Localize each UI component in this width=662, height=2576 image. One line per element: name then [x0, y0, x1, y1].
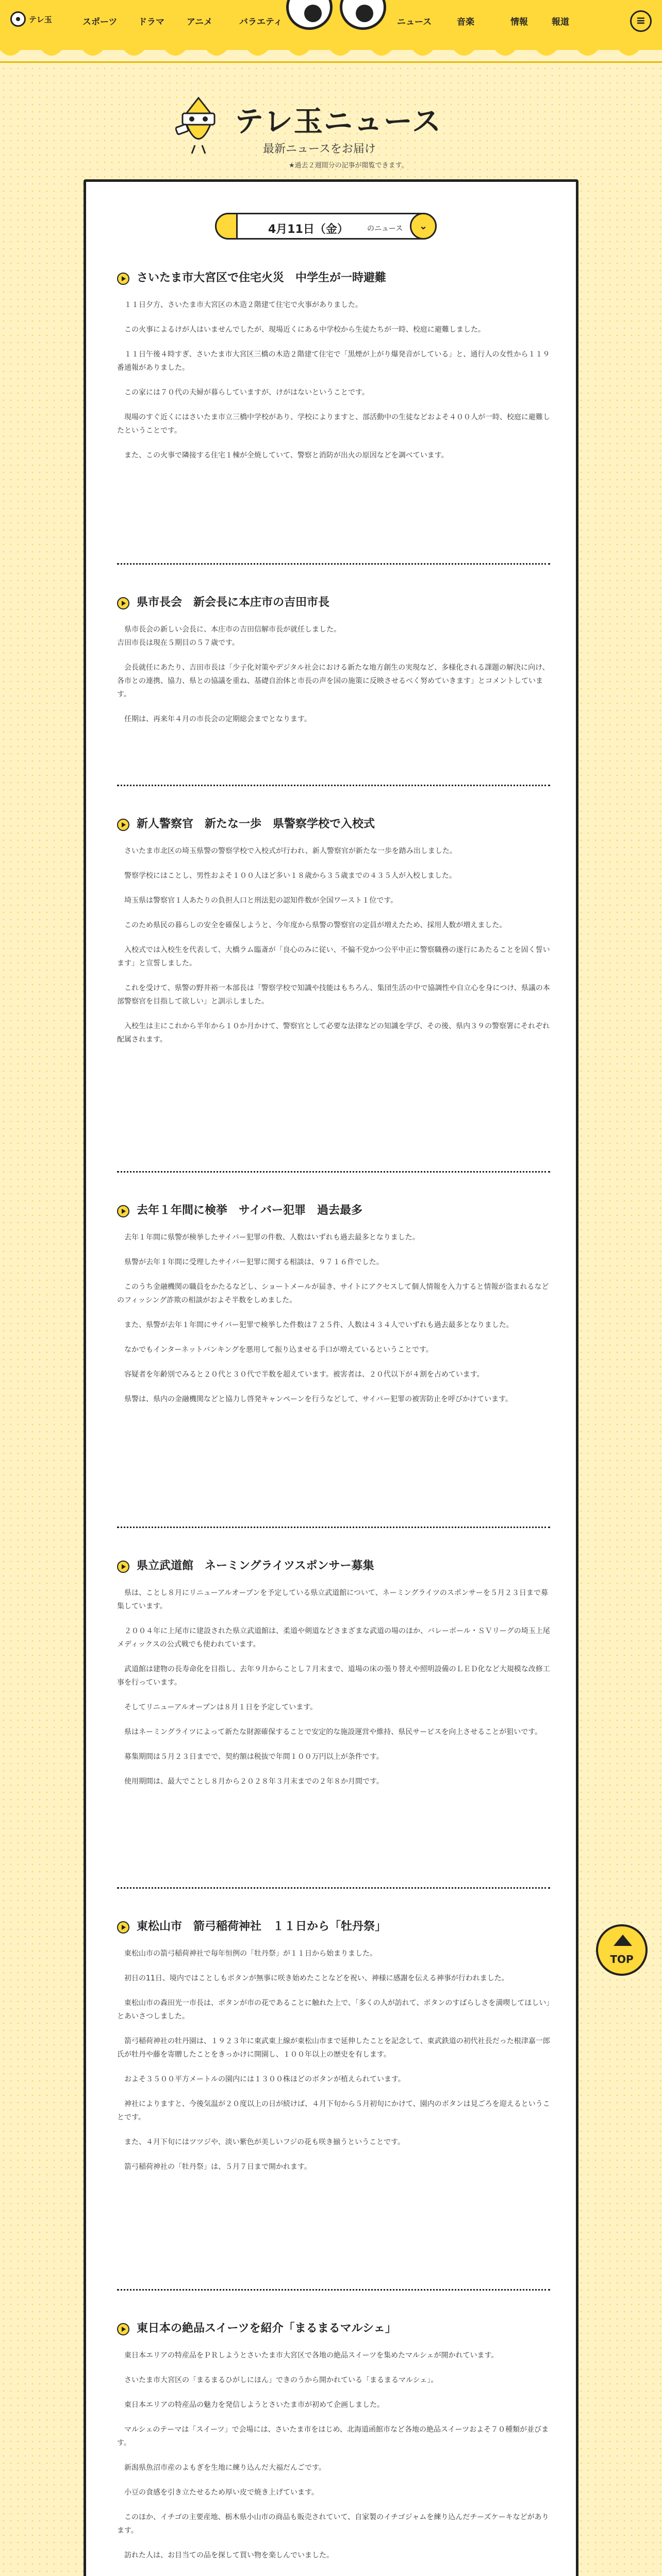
article-paragraph: 任期は、再来年４月の市長会の定期総会までとなります。 — [124, 715, 311, 723]
article-paragraph: 警察学校にはことし、男性およそ１００人ほど多い１８歳から３５歳までの４３５人が入校しました。 — [124, 872, 456, 880]
article-paragraph: 県はネーミングライツによって新たな財源確保することで安定的な施設運営や維持、県民サービスを向上させることが狙いです。 — [124, 1728, 542, 1736]
date-suffix: のニュース — [367, 225, 403, 233]
article-sweets-marche — [117, 2320, 550, 2576]
article-paragraph: また、４月下旬にはツツジや、淡い紫色が美しいフジの花も咲き揃うということです。 — [124, 2138, 405, 2146]
article-paragraph: このうち金融機関の職員をかたるなどし、ショートメールが届き、サイトにアクセスして個人情報を入力すると情報が盗まれるなどのフィッシング詐欺の相談がおよそ半数をしめました。 — [117, 1283, 549, 1304]
page-subtitle: 最新ニュースをお届け — [263, 143, 376, 156]
article-paragraph: 東日本エリアの特産品の魅力を発信しようとさいたま市が初めて企画しました。 — [124, 2401, 384, 2409]
article-paragraph: 東松山市の箭弓稲荷神社で毎年恒例の「牡丹祭」が１１日から始まりました。 — [124, 1950, 377, 1958]
nav-report[interactable]: 報道 — [552, 17, 569, 27]
article-paragraph: なかでもインターネットバンキングを悪用して振り込ませる手口が増えているということです。 — [124, 1346, 433, 1354]
article-cybercrime — [117, 1202, 550, 1406]
news-card — [84, 179, 578, 2576]
article-title: 県市長会 新会長に本庄市の吉田市長 — [117, 594, 550, 612]
page-title: テレ玉ニュース — [235, 105, 442, 139]
article-paragraph: また、県警が去年１年間にサイバー犯罪で検挙した件数は７２５件、人数は４３４人でいずれも過去最多となりました。 — [124, 1321, 514, 1329]
article-paragraph: 現場のすぐ近くにはさいたま市立三橋中学校があり、学校によりますと、部活動中の生徒などおよそ４００人が一時、校庭に避難したということです。 — [117, 413, 550, 435]
nav-info[interactable]: 情報 — [510, 17, 528, 27]
article-paragraph: さいたま市大宮区の「まるまるひがしにほん」できのうから開かれている「まるまるマルシェ」。 — [124, 2376, 438, 2384]
article-paragraph: このほか、イチゴの主要産地、栃木県小山市の商品も販売されていて、自家製のイチゴジャムを練り込んだチーズケーキなどがあります。 — [117, 2513, 549, 2535]
article-paragraph: さいたま市北区の埼玉県警の警察学校で入校式が行われ、新人警察官が新たな一歩を踏み出しました。 — [124, 847, 457, 855]
article-paragraph: 入校生は主にこれから半年から１０か月かけて、警察官として必要な法律などの知識を学び、その後、県内３９の警察署にそれぞれ配属されます。 — [117, 1022, 550, 1044]
article-budokan — [117, 1557, 550, 1788]
arrow-up-icon — [614, 1935, 632, 1946]
article-paragraph: また、この火事で隣接する住宅１棟が全焼していて、警察と消防が出火の原因などを調べています。 — [124, 451, 449, 460]
article-paragraph: 埼玉県は警察官１人あたりの負担人口と刑法犯の認知件数が全国ワースト１位です。 — [124, 896, 398, 905]
menu-icon[interactable]: ≡ — [630, 10, 652, 32]
logo-text: テレ玉 — [29, 14, 52, 24]
article-paragraph: 東松山市の森田光一市長は、ボタンが市の花であることに触れた上で、「多くの人が訪れて、ボタンのすばらしさを満喫してほしい」とあいさつしました。 — [117, 1999, 550, 2021]
article-paragraph: 使用期間は、最大でことし８月から２０２８年３月末までの２年８か月間です。 — [124, 1777, 384, 1786]
article-paragraph: 県警が去年１年間に受理したサイバー犯罪に関する相談は、９７１６件でした。 — [124, 1258, 384, 1266]
nav-anime[interactable]: アニメ — [187, 17, 213, 27]
chevron-down-icon[interactable]: ⌄ — [410, 213, 437, 240]
nav-news[interactable]: ニュース — [397, 17, 432, 27]
article-paragraph: 武道館は建物の長寿命化を目指し、去年９月からことし７月末まで、道場の床の張り替えや照明設備のＬＥＤ化など大規模な改修工事を行っています。 — [117, 1665, 550, 1687]
article-paragraph: 去年１年間に県警が検挙したサイバー犯罪の件数、人数はいずれも過去最多となりました。 — [124, 1233, 420, 1242]
bullet-arrow-icon — [117, 1205, 129, 1217]
bullet-arrow-icon — [117, 819, 129, 831]
mascot-character-icon — [175, 94, 222, 156]
article-divider — [117, 1171, 550, 1173]
back-to-top-label: TOP — [610, 1953, 634, 1965]
article-paragraph: 県市長会の新しい会長に、本庄市の吉田信解市長が就任しました。 吉田市長は現在５期目の５７歳です。 — [117, 625, 341, 647]
article-paragraph: このため県民の暮らしの安全を確保しようと、今年度から県警の警察官の定員が増えたため、採用人数が増えました。 — [124, 921, 507, 929]
article-title: 新人警察官 新たな一歩 県警察学校で入校式 — [117, 816, 550, 833]
header-wave-decoration — [0, 50, 662, 61]
article-paragraph: これを受けて、県警の野井裕一本部長は「警察学校で知識や技能はもちろん、集団生活の中で協調性や自立心を身につけ、県議の本部警察官を目指して欲しい」と訓示しました。 — [117, 984, 550, 1006]
site-logo[interactable] — [10, 11, 52, 27]
article-paragraph: 訪れた人は、お目当ての品を探して買い物を楽しんでいました。 — [124, 2551, 334, 2560]
article-paragraph: 入校式では入校生を代表して、大橋ラム臨斎が「良心のみに従い、不偏不党かつ公平中正に警察職務の遂行にあたることを固く誓います」と宣誓しました。 — [117, 946, 550, 968]
article-paragraph: 初日の11日、境内ではことしもボタンが無事に咲き始めたことなどを祝い、神様に感謝を伝える神事が行われました。 — [124, 1974, 509, 1982]
article-fire — [117, 269, 550, 462]
article-paragraph: ２００４年に上尾市に建設された県立武道館は、柔道や剣道などさまざまな武道の場のほか、バレーボール・ＳＶリーグの埼玉上尾メディックスの公式戦でも使われています。 — [117, 1627, 550, 1649]
article-title: 東日本の絶品スイーツを紹介「まるまるマルシェ」 — [117, 2320, 550, 2337]
article-paragraph: １１日午後４時すぎ、さいたま市大宮区三橋の木造２階建て住宅で「黒煙が上がり爆発音がしている」と、通行人の女性から１１９番通報がありました。 — [117, 350, 550, 372]
article-paragraph: この家には７０代の夫婦が暮らしていますが、けがはないということです。 — [124, 388, 369, 397]
date-selector[interactable] — [215, 213, 437, 240]
article-paragraph: 箭弓稲荷神社の「牡丹祭」は、５月７日まで開かれます。 — [124, 2163, 311, 2171]
article-title: 県立武道館 ネーミングライツスポンサー募集 — [117, 1557, 550, 1575]
date-label: 4月11日（金） — [268, 223, 349, 236]
bullet-arrow-icon — [117, 273, 129, 285]
bullet-arrow-icon — [117, 2323, 129, 2335]
nav-variety[interactable]: バラエティ — [239, 17, 283, 27]
nav-sports[interactable]: スポーツ — [82, 17, 118, 27]
article-divider — [117, 1887, 550, 1889]
article-mayors — [117, 594, 550, 726]
archive-note: ★過去２週間分の記事が閲覧できます。 — [289, 162, 408, 170]
article-paragraph: 募集期間は５月２３日までで、契約額は税抜で年間１００万円以上が条件です。 — [124, 1753, 384, 1761]
bullet-arrow-icon — [117, 597, 129, 609]
article-paragraph: マルシェのテーマは「スイーツ」で会場には、さいたま市をはじめ、北海道函館市など各地の絶品スイーツおよそ７０種類が並びます。 — [117, 2426, 549, 2447]
article-paragraph: そしてリニューアルオープンは８月１日を予定しています。 — [124, 1703, 318, 1711]
bullet-arrow-icon — [117, 1921, 129, 1934]
article-paragraph: およそ３５００平方メートルの園内には１３００株ほどのボタンが植えられています。 — [124, 2075, 405, 2083]
logo-eye-icon — [10, 11, 26, 27]
article-paragraph: 小豆の食感を引き立たせるため厚い皮で焼き上げています。 — [124, 2488, 319, 2497]
bullet-arrow-icon — [117, 1561, 129, 1573]
article-title: 東松山市 箭弓稲荷神社 １１日から「牡丹祭」 — [117, 1918, 550, 1936]
back-to-top-button[interactable] — [596, 1924, 648, 1976]
article-paragraph: １１日夕方、さいたま市大宮区の木造２階建て住宅で火事がありました。 — [124, 301, 362, 309]
article-paragraph: 東日本エリアの特産品をＰＲしようとさいたま市大宮区で各地の絶品スイーツを集めたマルシェが開かれています。 — [124, 2351, 499, 2360]
article-paragraph: 会長就任にあたり、吉田市長は「少子化対策やデジタル社会における新たな地方創生の実現など、多様化される課題の解決に向け、各市との連携、協力、県との協議を重ね、基礎自治体と市長の声を国の施策に反映させるべく努めていきます」とコメントしています。 — [117, 664, 550, 699]
article-paragraph: この火事によるけが人はいませんでしたが、現場近くにある中学校から生徒たちが一時、校庭に避難しました。 — [124, 326, 485, 334]
title-area — [0, 63, 662, 170]
nav-music[interactable]: 音楽 — [457, 17, 474, 27]
article-divider — [117, 785, 550, 786]
article-paragraph: 県は、ことし８月にリニューアルオープンを予定している県立武道館について、ネーミングライツのスポンサーを５月２３日まで募集しています。 — [117, 1589, 548, 1611]
article-title: 去年１年間に検挙 サイバー犯罪 過去最多 — [117, 1202, 550, 1219]
article-paragraph: 県警は、県内の金融機関などと協力し啓発キャンペーンを行うなどして、サイバー犯罪の被害防止を呼びかけています。 — [124, 1395, 513, 1403]
article-divider — [117, 2289, 550, 2291]
mascot-eyes-icon — [286, 0, 389, 31]
nav-drama[interactable]: ドラマ — [138, 17, 164, 27]
article-title: さいたま市大宮区で住宅火災 中学生が一時避難 — [117, 269, 550, 287]
article-paragraph: 神社によりますと、今後気温が２０度以上の日が続けば、４月下旬から５月初旬にかけて、園内のボタンは見ごろを迎えるということです。 — [117, 2100, 550, 2122]
article-divider — [117, 1527, 550, 1528]
article-paragraph: 容疑者を年齢別でみると２０代と３０代で半数を超えています。被害者は、２０代以下が４割を占めています。 — [124, 1370, 484, 1379]
article-paragraph: 新潟県魚沼市産のよもぎを生地に練り込んだ大福だんごです。 — [124, 2464, 326, 2472]
site-header — [0, 0, 662, 63]
article-peony-festival — [117, 1918, 550, 2174]
article-paragraph — [117, 2573, 550, 2576]
date-bar-cap — [215, 213, 238, 240]
article-divider — [117, 563, 550, 565]
article-paragraph: 箭弓稲荷神社の牡丹園は、１９２３年に東武東上線が東松山市まで延伸したことを記念して、東武鉄道の初代社長だった根津嘉一郎氏が牡丹や藤を寄贈したことをきっかけに開園し、１００年以上の歴史を有します。 — [117, 2037, 550, 2059]
article-police — [117, 816, 550, 1046]
